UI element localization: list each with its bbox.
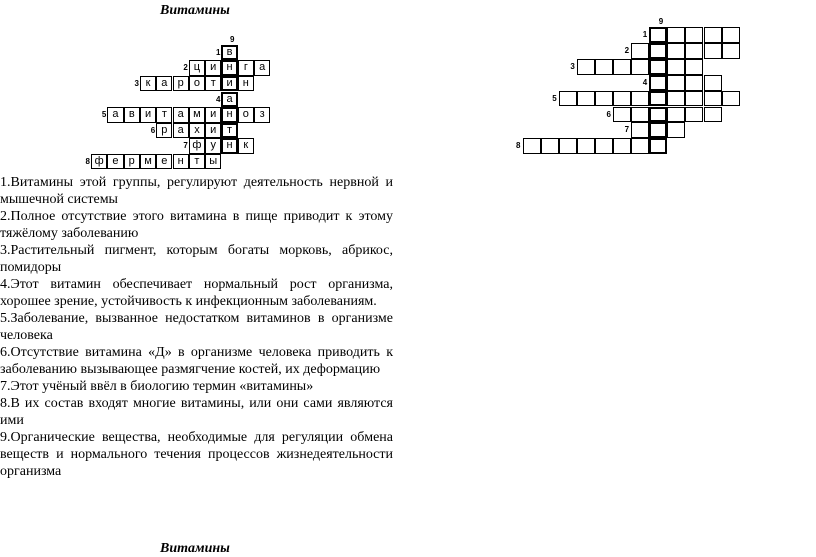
blank-clue-number-9: 9 <box>658 17 664 26</box>
blank-crossword-cell <box>631 122 649 138</box>
blank-crossword-cell <box>613 138 631 154</box>
clue-2: 2.Полное отсутствие этого витамина в пище приводит к этому тяжёлому заболеванию <box>0 209 393 241</box>
crossword-cell: а <box>107 107 123 123</box>
crossword-cell: а <box>173 107 189 123</box>
crossword-cell: к <box>238 138 254 154</box>
blank-crossword-cell <box>595 59 613 75</box>
blank-crossword-cell <box>704 43 722 59</box>
crossword-cell: т <box>189 154 205 170</box>
crossword-cell: н <box>221 60 237 76</box>
blank-crossword-cell <box>577 138 595 154</box>
blank-crossword-cell <box>667 75 685 91</box>
crossword-cell: р <box>156 123 172 139</box>
clue-3: 3.Растительный пигмент, которым богаты морковь, абрикос, помидоры <box>0 243 393 275</box>
blank-crossword-cell <box>631 138 649 154</box>
crossword-cell: х <box>189 123 205 139</box>
crossword-cell: ы <box>205 154 221 170</box>
crossword-cell: н <box>173 154 189 170</box>
crossword-cell: н <box>221 107 237 123</box>
crossword-cell: н <box>221 138 237 154</box>
clue-4: 4.Этот витамин обеспечивает нормальный рост организма, хорошее зрение, устойчивость к инфекционным заболеваниям. <box>0 277 393 309</box>
blank-crossword-cell <box>631 107 649 123</box>
crossword-cell: е <box>107 154 123 170</box>
crossword-cell: ц <box>189 60 205 76</box>
clue-list <box>0 174 393 480</box>
crossword-cell: е <box>156 154 172 170</box>
blank-crossword-cell <box>722 91 740 107</box>
clue-1: 1.Витамины этой группы, регулируют деятельность нервной и мышечной системы <box>0 175 393 207</box>
crossword-cell: в <box>221 45 237 61</box>
clue-7: 7.Этот учёный ввёл в биологию термин «витамины» <box>0 379 314 394</box>
crossword-cell: и <box>140 107 156 123</box>
crossword-cell: г <box>238 60 254 76</box>
clue-number-1: 1 <box>215 47 221 57</box>
blank-crossword-cell <box>559 138 577 154</box>
blank-crossword-cell <box>722 43 740 59</box>
crossword-cell: м <box>140 154 156 170</box>
crossword-cell: и <box>205 107 221 123</box>
crossword-cell: т <box>205 76 221 92</box>
blank-crossword-cell <box>685 43 703 59</box>
clue-number-3: 3 <box>134 78 139 88</box>
blank-crossword-cell <box>595 138 613 154</box>
clue-number-8: 8 <box>85 156 90 166</box>
clue-number-4: 4 <box>215 94 221 104</box>
crossword-cell: ф <box>91 154 107 170</box>
crossword-cell: о <box>238 107 254 123</box>
blank-clue-number-6: 6 <box>606 109 611 119</box>
blank-crossword-cell <box>704 75 722 91</box>
blank-crossword-cell <box>722 27 740 43</box>
crossword-cell: и <box>221 76 237 92</box>
clue-number-6: 6 <box>150 125 156 135</box>
blank-crossword-cell <box>667 59 685 75</box>
crossword-cell: в <box>124 107 140 123</box>
crossword-cell: т <box>221 123 237 139</box>
clue-number-2: 2 <box>183 63 188 73</box>
clue-number-9: 9 <box>229 34 235 44</box>
blank-crossword-cell <box>704 91 722 107</box>
blank-clue-number-5: 5 <box>552 93 557 103</box>
crossword-cell: а <box>254 60 270 76</box>
crossword-cell: и <box>205 123 221 139</box>
blank-crossword-cell <box>649 138 667 154</box>
blank-crossword-cell <box>704 27 722 43</box>
clue-6: 6.Отсутствие витамина «Д» в организме человека приводить к заболеванию вызывающее размягчение костей, их деформацию <box>0 345 393 377</box>
blank-clue-number-2: 2 <box>624 45 630 55</box>
crossword-cell: н <box>238 76 254 92</box>
blank-crossword-cell <box>667 122 685 138</box>
crossword-cell: р <box>124 154 140 170</box>
blank-crossword-cell <box>649 27 667 43</box>
crossword-cell: а <box>173 123 189 139</box>
crossword-cell: з <box>254 107 270 123</box>
blank-crossword-cell <box>613 107 631 123</box>
blank-crossword-cell <box>577 91 595 107</box>
blank-crossword-cell <box>685 27 703 43</box>
crossword-cell: м <box>189 107 205 123</box>
blank-crossword-cell <box>541 138 559 154</box>
blank-crossword-cell <box>649 91 667 107</box>
blank-crossword-cell <box>649 122 667 138</box>
blank-crossword-cell <box>631 43 649 59</box>
blank-crossword-cell <box>649 75 667 91</box>
crossword-cell: а <box>221 92 237 108</box>
blank-clue-number-8: 8 <box>516 141 521 151</box>
clue-8: 8.В их состав входят многие витамины, или они сами являются ими <box>0 396 393 428</box>
crossword-cell: к <box>140 76 156 92</box>
clue-number-7: 7 <box>183 141 188 151</box>
crossword-cell: у <box>205 138 221 154</box>
blank-crossword-cell <box>595 91 613 107</box>
page-title-bottom: Витамины <box>160 541 230 556</box>
crossword-cell: и <box>205 60 221 76</box>
blank-crossword-cell <box>631 59 649 75</box>
blank-crossword-cell <box>685 59 703 75</box>
crossword-cell: о <box>189 76 205 92</box>
crossword-cell: ф <box>189 138 205 154</box>
blank-crossword-cell <box>577 59 595 75</box>
blank-crossword-cell <box>667 107 685 123</box>
blank-clue-number-3: 3 <box>570 61 575 71</box>
crossword-cell: т <box>156 107 172 123</box>
blank-crossword-cell <box>667 91 685 107</box>
blank-crossword-cell <box>704 107 722 123</box>
clue-number-5: 5 <box>101 110 107 120</box>
crossword-cell: р <box>173 76 189 92</box>
blank-crossword-cell <box>631 91 649 107</box>
blank-crossword-cell <box>667 27 685 43</box>
blank-crossword-cell <box>559 91 577 107</box>
blank-crossword-cell <box>667 43 685 59</box>
page-title: Витамины <box>160 3 230 18</box>
clue-9: 9.Органические вещества, необходимые для регуляции обмена веществ и нормального течения процессов жизнедеятельности организма <box>0 430 393 479</box>
blank-crossword-cell <box>613 91 631 107</box>
crossword-cell: а <box>156 76 172 92</box>
blank-crossword-cell <box>685 107 703 123</box>
blank-crossword-cell <box>649 107 667 123</box>
blank-crossword-cell <box>685 91 703 107</box>
blank-clue-number-1: 1 <box>642 30 648 39</box>
blank-crossword-cell <box>613 59 631 75</box>
blank-crossword-cell <box>523 138 541 154</box>
blank-clue-number-7: 7 <box>624 125 630 135</box>
clue-5: 5.Заболевание, вызванное недостатком витаминов в организме человека <box>0 311 393 343</box>
blank-crossword-cell <box>685 75 703 91</box>
blank-crossword-cell <box>649 59 667 75</box>
blank-clue-number-4: 4 <box>642 77 648 87</box>
blank-crossword-cell <box>649 43 667 59</box>
